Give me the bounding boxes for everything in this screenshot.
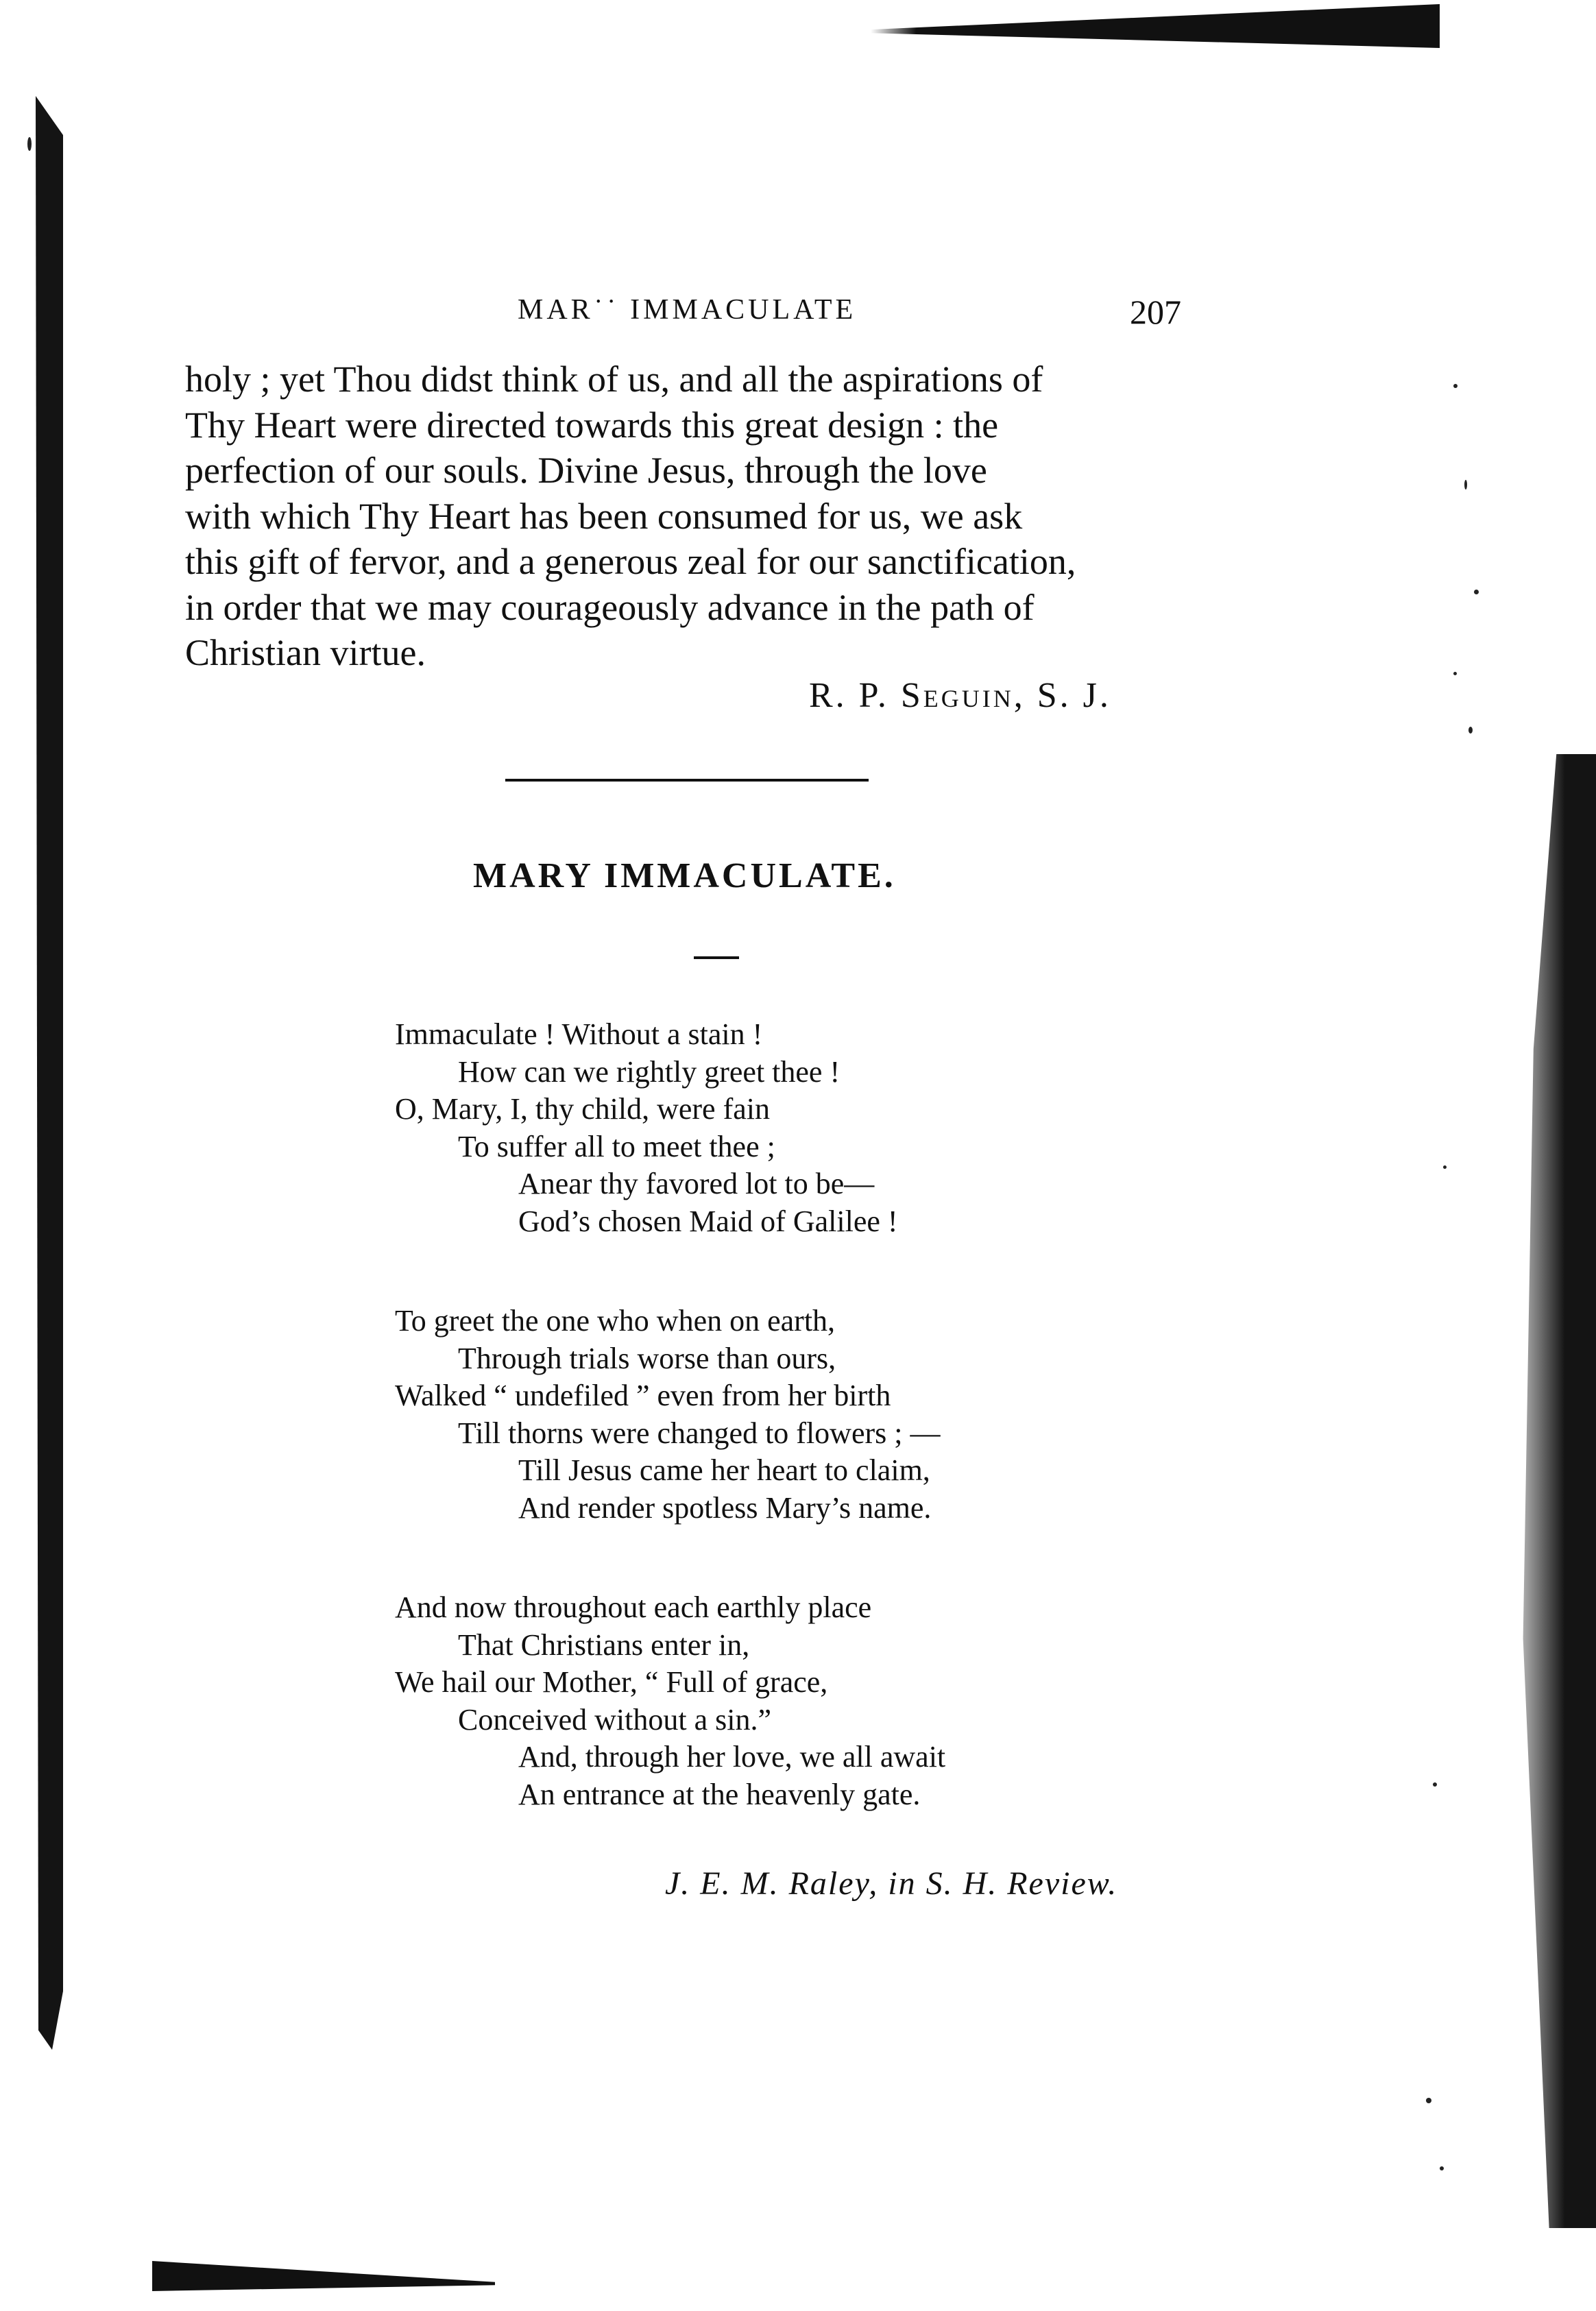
poem-title: MARY IMMACULATE. (473, 856, 896, 895)
prose-line: holy ; yet Thou didst think of us, and all the aspirations of (185, 359, 1043, 400)
scan-speck (1453, 384, 1458, 388)
poem-attribution: J. E. M. Raley, in S. H. Review. (665, 1865, 1118, 1902)
prose-signature (809, 675, 1111, 716)
scan-speck (1433, 1782, 1437, 1787)
verse-line: How can we rightly greet thee ! (458, 1054, 841, 1089)
verse-line: O, Mary, I, thy child, were fain (395, 1092, 770, 1126)
prose-line: Christian virtue. (185, 632, 426, 673)
scan-shadow-top (871, 4, 1440, 48)
verse-line: Immaculate ! Without a stain ! (395, 1017, 763, 1051)
verse-line: And, through her love, we all await (518, 1740, 946, 1774)
prose-line: perfection of our souls. Divine Jesus, through the love (185, 450, 987, 491)
scan-speck (1453, 672, 1457, 675)
verse-line: Till Jesus came her heart to claim, (518, 1453, 930, 1487)
verse-line: To greet the one who when on earth, (395, 1304, 836, 1338)
section-divider (505, 779, 869, 782)
scan-speck (1426, 2098, 1431, 2103)
scan-shadow-right (1492, 754, 1596, 2228)
poem-stanza (395, 1589, 945, 1813)
scan-speck (1443, 1165, 1447, 1169)
verse-line: Walked “ undefiled ” even from her birth (395, 1379, 891, 1412)
scan-speck (1440, 2166, 1444, 2170)
verse-line: That Christians enter in, (458, 1628, 750, 1662)
signature-suffix: , S. J. (1013, 676, 1111, 715)
scan-shadow-left (36, 96, 63, 2050)
verse-line: Through trials worse than ours, (458, 1341, 836, 1375)
page-number: 207 (1130, 293, 1181, 331)
scan-shadow-bottom (152, 2261, 495, 2291)
verse-line: To suffer all to meet thee ; (458, 1129, 775, 1163)
verse-line: And render spotless Mary’s name. (518, 1490, 932, 1525)
poem-stanza (395, 1303, 940, 1527)
prose-line: in order that we may courageously advance in the path of (185, 586, 1035, 628)
prose-line: this gift of fervor, and a generous zeal for our sanctification, (185, 541, 1076, 582)
verse-line: Conceived without a sin.” (458, 1702, 772, 1737)
scan-speck (1474, 590, 1479, 594)
verse-line: And now throughout each earthly place (395, 1590, 872, 1624)
signature-prefix: R. P. (809, 676, 901, 715)
verse-line: Till thorns were changed to flowers ; — (458, 1416, 941, 1450)
prose-line: with which Thy Heart has been consumed for us, we ask (185, 495, 1023, 537)
poem-stanza (395, 1016, 898, 1240)
running-title: MAR˙˙ IMMACULATE (518, 294, 857, 326)
prose-paragraph (185, 356, 1193, 676)
prose-line: Thy Heart were directed towards this great design : the (185, 404, 999, 446)
verse-line: Anear thy favored lot to be— (518, 1167, 875, 1200)
verse-line: God’s chosen Maid of Galilee ! (518, 1204, 898, 1238)
signature-name: Seguin (900, 676, 1014, 715)
title-dash (694, 956, 739, 959)
verse-line: We hail our Mother, “ Full of grace, (395, 1665, 828, 1699)
scan-speck (27, 137, 32, 151)
verse-line: An entrance at the heavenly gate. (518, 1777, 921, 1811)
scan-speck (1468, 727, 1473, 734)
scan-speck (1464, 480, 1467, 489)
